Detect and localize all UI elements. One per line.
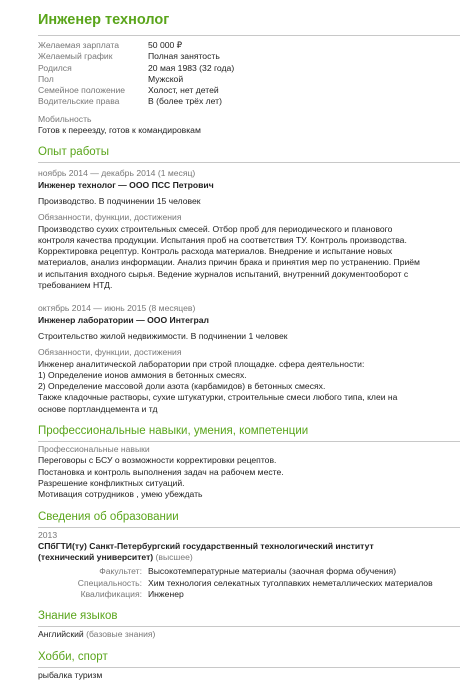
specialty-label: Специальность:	[77, 577, 142, 588]
family-label: Семейное положение	[38, 85, 126, 96]
language-level: (базовые знания)	[86, 629, 156, 640]
divider	[38, 441, 460, 442]
education-heading: Сведения об образовании	[38, 510, 179, 523]
specialty-row	[38, 578, 460, 589]
job-description: Производство. В подчинении 15 человек	[38, 195, 201, 206]
skill-item: Переговоры с БСУ о возможности корректировки рецептов.	[38, 455, 277, 466]
skills-heading: Профессиональные навыки, умения, компетенции	[38, 425, 309, 438]
duty-line: Инженер аналитической лаборатории при строй площадке. сфера деятельности:	[38, 358, 365, 369]
faculty-value: Высокотемпературные материалы (заочная форма обучения)	[148, 566, 397, 577]
education-year: 2013	[38, 529, 58, 540]
duties-label: Обязанности, функции, достижения	[38, 347, 182, 358]
institution-name: СПбГТИ(ту) Санкт-Петербургский государственный технологический институт	[38, 540, 374, 551]
specialty-value: Хим технология селекатных туголпавких неметаллических материалов	[148, 577, 433, 588]
job-title: Инженер лаборатории — ООО Интеграл	[38, 314, 209, 325]
duty-line: и испытания входного сырья. Ведение журналов испытаний, внутренний документооборот с	[38, 268, 409, 279]
birth-value: 20 мая 1983 (32 года)	[148, 62, 235, 73]
languages-heading: Знание языков	[38, 610, 118, 623]
hobby-value: рыбалка туризм	[38, 669, 103, 680]
salary-value: 50 000 ₽	[148, 40, 183, 50]
job-description: Строительство жилой недвижимости. В подчинении 1 человек	[38, 330, 288, 341]
divider	[38, 162, 460, 163]
duty-line: Также кладочные растворы, сухие штукатурки, строительные смеси любого типа, клеи на	[38, 392, 398, 403]
divider	[38, 527, 460, 528]
resume-title: Инженер технолог	[38, 12, 170, 28]
faculty-label: Факультет:	[99, 566, 142, 577]
divider	[38, 667, 460, 668]
birth-label: Родился	[38, 62, 72, 73]
duty-line: Производство сухих строительных смесей. Отбор проб для периодического и планового	[38, 223, 393, 234]
skills-label: Профессиональные навыки	[38, 444, 150, 455]
job-period: октябрь 2014 — июнь 2015 (8 месяцев)	[38, 303, 196, 314]
job-period: ноябрь 2014 — декабрь 2014 (1 месяц)	[38, 168, 196, 179]
skill-item: Разрешение конфликтных ситуаций.	[38, 477, 185, 488]
salary-label: Желаемая зарплата	[38, 40, 120, 50]
personal-info	[38, 40, 460, 108]
qualification-label: Квалификация:	[80, 588, 142, 599]
license-label: Водительские права	[38, 96, 120, 107]
language-item	[38, 629, 460, 640]
family-value: Холост, нет детей	[148, 85, 219, 96]
schedule-label: Желаемый график	[38, 51, 113, 62]
institution-name-cont: (технический университет)	[38, 552, 154, 563]
duty-line: требованием НТД.	[38, 280, 113, 291]
institution-line2	[38, 552, 460, 563]
education-level: (высшее)	[155, 552, 193, 563]
experience-heading: Опыт работы	[38, 146, 109, 159]
mobility-label: Мобильность	[38, 113, 92, 124]
duties-text	[38, 359, 460, 415]
hobby-heading: Хобби, спорт	[38, 650, 108, 663]
gender-value: Мужской	[148, 73, 184, 84]
education-details	[38, 566, 460, 600]
skill-item: Постановка и контроль выполнения задач на рабочем месте.	[38, 466, 284, 477]
qualification-value: Инженер	[148, 588, 184, 599]
duty-line: контроля качества продукции. Испытания проб на соответствия ТУ. Контроль производства.	[38, 234, 407, 245]
duty-line: 1) Определение ионов аммония в бетонных смесях.	[38, 369, 247, 380]
gender-label: Пол	[38, 73, 54, 84]
duty-line: материалов, анализ информации. Анализ причин брака и принятия мер по устранению. Приём	[38, 257, 420, 268]
mobility-value: Готов к переезду, готов к командировкам	[38, 125, 201, 136]
duties-text	[38, 224, 460, 292]
faculty-row	[38, 566, 460, 577]
job-title: Инженер технолог — ООО ПСС Петрович	[38, 179, 214, 190]
schedule-value: Полная занятость	[148, 51, 220, 62]
duty-line: 2) Определение массовой доли азота (карбамидов) в бетонных смесях.	[38, 381, 326, 392]
duties-label: Обязанности, функции, достижения	[38, 212, 182, 223]
language-name: Английский	[38, 629, 84, 640]
qualification-row	[38, 589, 460, 600]
divider	[38, 35, 460, 36]
duty-line: Корректировка рецептур. Контроль расхода материалов. Внедрение и испытание новых	[38, 246, 393, 257]
divider	[38, 626, 460, 627]
job-entry	[38, 303, 460, 415]
job-entry	[38, 168, 460, 291]
skill-item: Мотивация сотрудников , умею убеждать	[38, 489, 203, 500]
duty-line: основе портландцемента и тд	[38, 403, 158, 414]
license-value: B (более трёх лет)	[148, 96, 222, 107]
